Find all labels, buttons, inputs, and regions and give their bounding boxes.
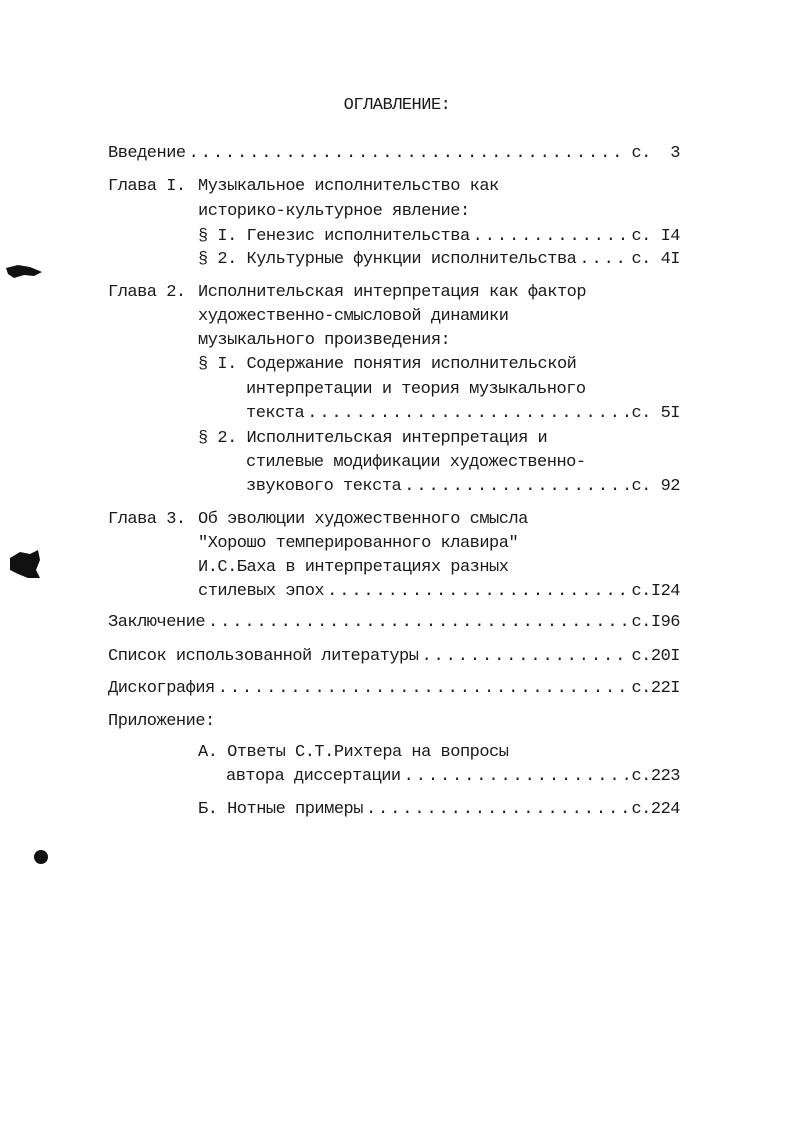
chapter-2-s1-line1: § I. Содержание понятия исполнительской [198, 355, 577, 374]
chapter-1-title-line2: историко-культурное явление: [198, 202, 470, 221]
appendix-heading: Приложение: [108, 712, 215, 731]
chapter-3-title-line3: И.С.Баха в интерпретациях разных [198, 558, 509, 577]
chapter-3-title-line2: "Хорошо темперированного клавира" [198, 534, 519, 553]
binding-mark-bottom [32, 848, 50, 866]
page-number: с. 5I [631, 404, 680, 423]
chapter-2-prefix: Глава 2. [108, 283, 186, 302]
chapter-1-prefix: Глава I. [108, 177, 186, 196]
entry-label: Б. Нотные примеры [198, 800, 363, 819]
toc-entry-ch2-s2 [246, 476, 680, 498]
toc-entry-ch1-s1 [198, 226, 680, 248]
toc-title: ОГЛАВЛЕНИЕ: [343, 96, 451, 115]
leader-dots [208, 612, 628, 634]
chapter-1-title-line1: Музыкальное исполнительство как [198, 177, 499, 196]
toc-entry-intro [108, 143, 680, 165]
chapter-2-s2-line2: стилевые модификации художественно- [246, 453, 586, 472]
entry-label: Заключение [108, 613, 206, 632]
page-number: с.20I [631, 647, 680, 666]
toc-entry-discography [108, 678, 680, 700]
binding-mark-middle [6, 548, 42, 582]
leader-dots [421, 646, 628, 668]
toc-entry-ch1-s2 [198, 249, 680, 271]
page-number: с.224 [631, 800, 680, 819]
chapter-2-s2-line1: § 2. Исполнительская интерпретация и [198, 429, 548, 448]
entry-label: текста [246, 404, 305, 423]
page-number: с.I96 [631, 613, 680, 632]
toc-entry-appendix-a [226, 766, 680, 788]
leader-dots [579, 249, 628, 271]
leader-dots [404, 476, 628, 498]
page-number: с.I24 [631, 582, 680, 601]
entry-label: Введение [108, 144, 186, 163]
leader-dots [307, 403, 628, 425]
entry-label: § 2. Культурные функции исполнительства [198, 250, 577, 269]
page-number: с. 4I [631, 250, 680, 269]
toc-entry-ch2-s1 [246, 403, 680, 425]
chapter-3-title-line1: Об эволюции художественного смысла [198, 510, 528, 529]
appendix-a-line1: А. Ответы С.Т.Рихтера на вопросы [198, 743, 509, 762]
leader-dots [189, 143, 629, 165]
entry-label: автора диссертации [226, 767, 401, 786]
entry-label: звукового текста [246, 477, 402, 496]
toc-entry-literature [108, 646, 680, 668]
page-number: с.22I [631, 679, 680, 698]
chapter-2-title-line3: музыкального произведения: [198, 331, 451, 350]
entry-label: стилевых эпох [198, 582, 325, 601]
chapter-2-s1-line2: интерпретации и теория музыкального [246, 380, 586, 399]
leader-dots [473, 226, 629, 248]
entry-label: § I. Генезис исполнительства [198, 227, 470, 246]
page-number: с. I4 [631, 227, 680, 246]
page-number: с. 3 [631, 144, 680, 163]
entry-label: Список использованной литературы [108, 647, 419, 666]
page-number: с. 92 [631, 477, 680, 496]
chapter-3-prefix: Глава 3. [108, 510, 186, 529]
chapter-2-title-line1: Исполнительская интерпретация как фактор [198, 283, 587, 302]
entry-label: Дискография [108, 679, 215, 698]
chapter-2-title-line2: художественно-смысловой динамики [198, 307, 509, 326]
leader-dots [404, 766, 629, 788]
leader-dots [327, 581, 628, 603]
leader-dots [218, 678, 629, 700]
toc-entry-ch3 [198, 581, 680, 603]
toc-entry-conclusion [108, 612, 680, 634]
leader-dots [366, 799, 629, 821]
page-number: с.223 [631, 767, 680, 786]
binding-mark-top [4, 262, 44, 282]
toc-entry-appendix-b [198, 799, 680, 821]
